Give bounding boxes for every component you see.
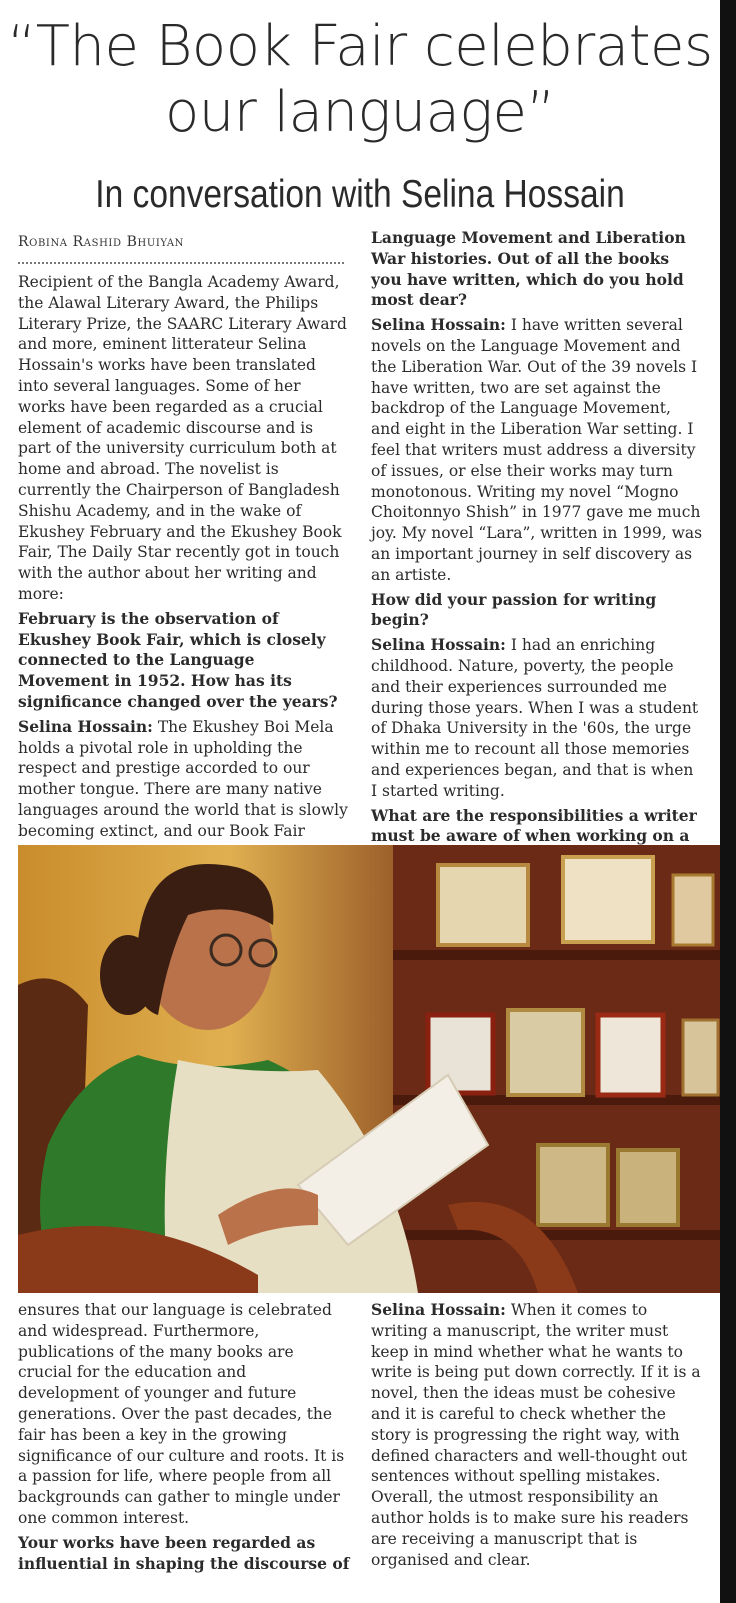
answer-4-text: When it comes to writing a manuscript, the writer must keep in mind whether what he wants to write is being put down correctly. If it is a novel, then the ideas must be cohesive and it is careful to check whether the story is progressing the right way, with defined characters and well-thought out sentences without spelling mistakes. Overall, the utmost responsibility an author holds is to make sure his readers are receiving a manuscript that is organised and clear.	[371, 1301, 701, 1569]
page-edge-bar	[720, 0, 736, 1603]
answer-1-text: The Ekushey Boi Mela holds a pivotal role in upholding the respect and prestige accorded to our mother tongue. There are many native languages around the world that is slowly becoming extinct, and our Book Fair	[18, 717, 348, 840]
subtitle: In conversation with Selina Hossain	[95, 173, 625, 216]
answer-1	[18, 717, 348, 842]
photo-illustration	[18, 845, 720, 1293]
answer-3-speaker: Selina Hossain:	[371, 635, 506, 655]
headline-line-1: “The Book Fair celebrates	[7, 14, 713, 79]
byline-divider	[18, 262, 344, 264]
portrait-photo	[18, 845, 720, 1293]
question-4: What are the responsibilities a writer must be aware of when working on a	[371, 805, 697, 846]
answer-1-speaker: Selina Hossain:	[18, 716, 153, 736]
column-1	[18, 272, 348, 846]
answer-3-text: I had an enriching childhood. Nature, poverty, the people and their experiences surrounded me during those years. When I was a student of Dhaka University in the '60s, the urge within me to recount all those memories and experiences began, and that is when I started writing.	[371, 636, 699, 800]
answer-2	[371, 315, 703, 585]
award-plaque	[508, 1010, 583, 1095]
answer-2-speaker: Selina Hossain:	[371, 315, 506, 335]
column-2	[371, 228, 703, 872]
question-1: February is the observation of Ekushey Book Fair, which is closely connected to the Language Movement in 1952. How has its significance changed over the years?	[18, 608, 338, 711]
question-2-continued: Language Movement and Liberation War histories. Out of all the books you have written, which do you hold most dear?	[371, 228, 686, 310]
intro-paragraph: Recipient of the Bangla Academy Award, the Alawal Literary Award, the Philips Literary Prize, the SAARC Literary Award and more, eminent litterateur Selina Hossain's works have been translated into several languages. Some of her works have been regarded as a crucial element of academic discourse and is part of the university curriculum both at home and abroad. The novelist is currently the Chairperson of Bangladesh Shishu Academy, and in the wake of Ekushey February and the Ekushey Book Fair, The Daily Star recently got in touch with the author about her writing and more:	[18, 273, 347, 603]
answer-1-continued: ensures that our language is celebrated and widespread. Furthermore, publications of the many books are crucial for the education and development of younger and future generations. Over the past decades, the fair has been a key in the growing significance of our culture and roots. It is a passion for life, where people from all backgrounds can gather to mingle under one common interest.	[18, 1301, 345, 1527]
award-plaque	[563, 857, 653, 942]
award-plaque	[598, 1015, 663, 1095]
question-2: Your works have been regarded as influential in shaping the discourse of	[18, 1532, 350, 1573]
answer-3	[371, 635, 703, 801]
question-3: How did your passion for writing begin?	[371, 589, 657, 630]
headline-line-2: our language”	[165, 80, 555, 145]
byline: Robina Rashid Bhuiyan	[18, 234, 184, 250]
answer-4-speaker: Selina Hossain:	[371, 1300, 506, 1319]
column-3	[18, 1300, 350, 1578]
headline	[0, 14, 720, 146]
answer-2-text: I have written several novels on the Language Movement and the Liberation War. Out of the 39 novels I have written, two are set against the backdrop of the Language Movement, and eight in the Liberation War setting. I feel that writers must address a diversity of issues, or else their works may turn monotonous. Writing my novel “Mogno Choitonnyo Shish” in 1977 gave me much joy. My novel “Lara”, written in 1999, was an important journey in self discovery as an artiste.	[371, 316, 703, 584]
answer-4	[371, 1300, 703, 1570]
hair-bun	[100, 935, 156, 1015]
award-plaque	[438, 865, 528, 945]
award-plaque	[683, 1020, 718, 1095]
award-plaque	[673, 875, 713, 945]
award-plaque	[618, 1150, 678, 1225]
column-4	[371, 1300, 703, 1574]
award-plaque	[538, 1145, 608, 1225]
